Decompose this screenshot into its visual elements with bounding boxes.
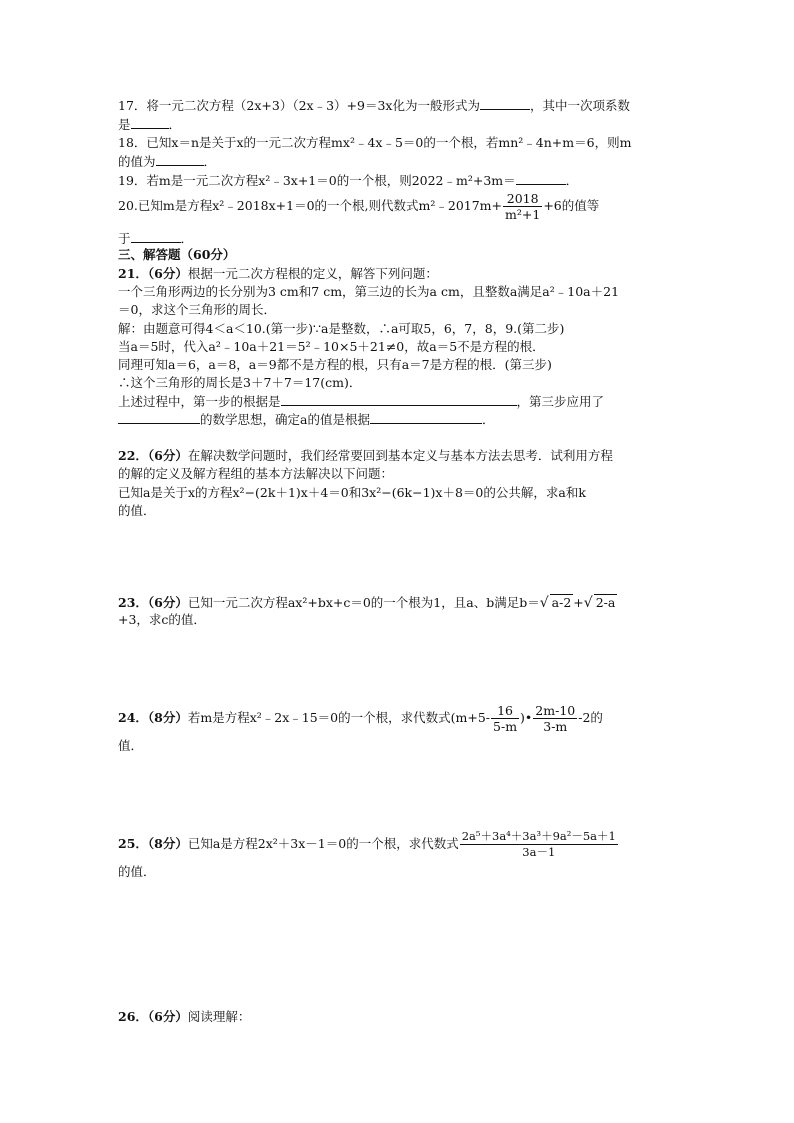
q21-line1: 21．（6分）根据一元二次方程根的定义，解答下列问题： xyxy=(118,266,438,281)
q22-line3: 已知a是关于x的方程x²−(2k＋1)x＋4＝0和3x²−(6k−1)x＋8＝0的公共解，求a和k xyxy=(118,485,586,500)
q21-line7: ∴这个三角形的周长是3＋7＋7＝17(cm)． xyxy=(118,375,362,390)
answer-blank xyxy=(281,393,517,406)
q18-line1: 18．已知x＝n是关于x的一元二次方程mx²﹣4x﹣5＝0的一个根，若mn²﹣4n+m＝6，则m xyxy=(118,135,632,150)
q24-line1: 24．（8分）若m是方程x²﹣2x﹣15＝0的一个根，求代数式(m+5- $\frac{16}{5-m}$ )• $\frac{2m-10}{3-m}$ -2的 xyxy=(118,703,603,734)
q20-line2: 于 ． xyxy=(118,231,194,246)
q21-line8: 上述过程中，第一步的根据是 ，第三步应用了 xyxy=(118,394,605,409)
q22-line2: 的解的定义及解方程组的基本方法解决以下问题： xyxy=(118,466,394,481)
q21-line4: 解：由题意可得4＜a＜10.(第一步)∵a是整数，∴a可取5，6，7，8，9.(第二步) xyxy=(118,321,565,336)
q24-fraction2: $\frac{2m-10}{3-m}$ xyxy=(535,703,576,734)
sqrt-sign: √ xyxy=(583,595,593,611)
q25-fraction: $\frac{\text{2a⁵＋3a⁴＋3a³＋9a²－5a＋1}}{3a-1}$ xyxy=(461,829,616,859)
answer-blank xyxy=(131,230,181,243)
q20-line1: 20.已知m是方程x²﹣2018x+1＝0的一个根,则代数式m²﹣2017m+ $\frac{2018}{\text{m²+1}}$ +6的值等 xyxy=(118,191,600,222)
answer-blank xyxy=(118,411,200,424)
q17-line2: 是 ． xyxy=(118,117,182,132)
answer-blank xyxy=(370,411,482,424)
q22-line4: 的值． xyxy=(118,503,156,518)
q20-fraction: $\frac{2018}{\text{m²+1}}$ xyxy=(505,191,541,222)
q26-line1: 26．（6分）阅读理解： xyxy=(118,1009,251,1024)
q21-line6: 同理可知a＝6，a＝8，a＝9都不是方程的根，只有a＝7是方程的根．(第三步) xyxy=(118,357,552,372)
q24-line2: 值． xyxy=(118,738,144,753)
q19-line1: 19．若m是一元二次方程x²﹣3x+1＝0的一个根，则2022﹣m²+3m＝ ． xyxy=(118,173,579,188)
q22-line1: 22．（6分）在解决数学问题时，我们经常要回到基本定义与基本方法去思考．试利用方程 xyxy=(118,448,613,463)
q21-line5: 当a＝5时，代入a²﹣10a＋21＝5²﹣10×5＋21≠0，故a＝5不是方程的根． xyxy=(118,339,545,354)
answer-blank xyxy=(516,172,566,185)
q24-fraction1: $\frac{16}{5-m}$ xyxy=(493,703,518,734)
section-title: 三、解答题（60分） xyxy=(118,247,236,262)
q23-line2: +3，求c的值． xyxy=(118,612,206,627)
q21-line2: 一个三角形两边的长分别为3 cm和7 cm，第三边的长为a cm，且整数a满足a²﹣10a＋21 xyxy=(118,284,620,299)
q18-line2: 的值为 ． xyxy=(118,154,217,169)
answer-blank xyxy=(156,153,204,166)
answer-blank xyxy=(480,97,530,110)
q25-line2: 的值． xyxy=(118,864,156,879)
answer-blank xyxy=(131,116,169,129)
q17-line1: 17．将一元二次方程（2x+3）（2x﹣3）+9＝3x化为一般形式为 ，其中一次项系数 xyxy=(118,98,630,113)
q25-line1: 25．（8分）已知a是方程2x²＋3x－1＝0的一个根，求代数式 $\frac{\text{2a⁵＋3a⁴＋3a³＋9a²－5a＋1}}{3a-1}$ xyxy=(118,829,616,859)
q21-line9: 的数学思想，确定a的值是根据 ． xyxy=(118,411,494,428)
sqrt-sign: √ xyxy=(539,595,549,611)
q21-line3: ＝0，求这个三角形的周长． xyxy=(118,302,276,317)
q23-line1: 23．（6分）已知一元二次方程ax²+bx+c＝0的一个根为1，且a、b满足b＝√ a-2 +√ 2-a xyxy=(118,595,616,611)
